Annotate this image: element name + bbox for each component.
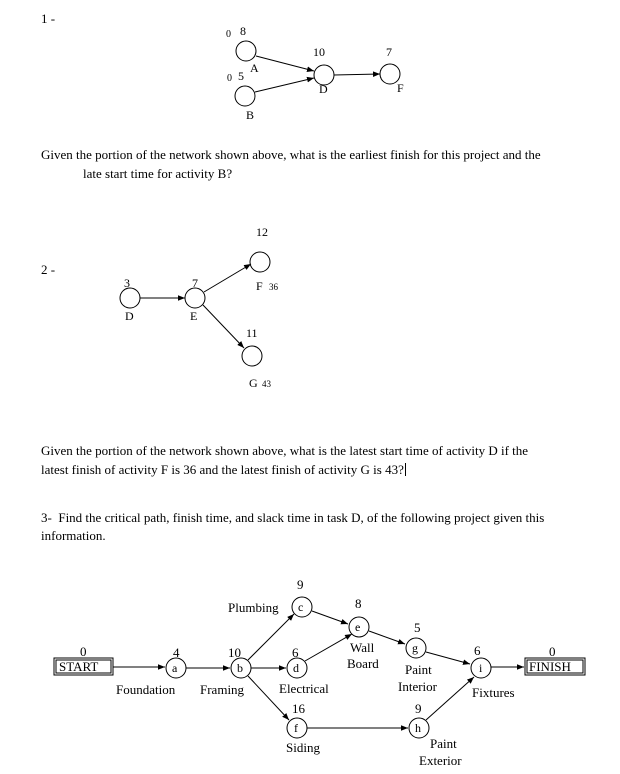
- q3-a-id: a: [172, 661, 178, 675]
- q3-f-name: Siding: [286, 740, 320, 755]
- q3-c-id: c: [298, 600, 304, 614]
- q3-finish-label: FINISH: [529, 659, 571, 674]
- q3-i-duration: 6: [474, 643, 481, 658]
- q3-arrow-b-c: [248, 614, 294, 660]
- q1-f-duration: 7: [386, 45, 392, 59]
- q2-g-label: G: [249, 376, 258, 390]
- q1-arrow-b-d: [255, 78, 314, 92]
- q3-c-duration: 9: [297, 577, 304, 592]
- q1-node-a: [236, 41, 256, 61]
- q1-d-label: D: [319, 82, 328, 96]
- q3-b-duration: 10: [228, 645, 241, 660]
- q2-g-lf: 43: [262, 379, 271, 389]
- q3-b-id: b: [237, 661, 243, 675]
- q3-d-duration: 6: [292, 645, 299, 660]
- q3-f-duration: 16: [292, 701, 305, 716]
- q2-f-lf: 36: [269, 282, 278, 292]
- q2-node-e: [185, 288, 205, 308]
- q2-arrow-e-g: [203, 305, 244, 348]
- q1-arrow-d-f: [334, 74, 380, 75]
- question-1-number: 1 -: [41, 11, 56, 26]
- q3-arrow-g-i: [426, 652, 470, 664]
- question-3-number: 3-: [41, 510, 52, 525]
- q1-d-duration: 10: [313, 45, 325, 59]
- q3-arrow-d-e: [305, 634, 352, 661]
- q1-a-label: A: [250, 61, 259, 75]
- q2-arrow-e-f: [204, 264, 251, 292]
- q1-b-duration: 5: [238, 69, 244, 83]
- q2-node-d: [120, 288, 140, 308]
- q3-network: [54, 577, 585, 768]
- q3-start-label: START: [59, 659, 99, 674]
- q3-finish-duration: 0: [549, 644, 556, 659]
- q1-question-line-1: Given the portion of the network shown above, what is the earliest finish for this project and the: [41, 147, 541, 162]
- q1-f-label: F: [397, 81, 404, 95]
- q2-question-line-1: Given the portion of the network shown above, what is the latest start time of activity D if the: [41, 443, 529, 458]
- q3-arrow-e-g: [369, 631, 405, 644]
- q3-g-duration: 5: [414, 620, 421, 635]
- q1-a-duration: 8: [240, 24, 246, 38]
- question-2-number: 2 -: [41, 262, 56, 277]
- q2-question-line-2: latest finish of activity F is 36 and the latest finish of activity G is 43?: [41, 462, 404, 477]
- q3-question-line-1: 3- Find the critical path, finish time, and slack time in task D, of the following project given this: [41, 510, 545, 525]
- q3-e-name-1: Wall: [350, 640, 375, 655]
- q3-i-id: i: [479, 661, 483, 675]
- q2-d-duration: 3: [124, 276, 130, 290]
- q3-e-duration: 8: [355, 596, 362, 611]
- q3-g-name-1: Paint: [405, 662, 432, 677]
- q3-a-duration: 4: [173, 645, 180, 660]
- q1-arrow-a-d: [256, 56, 314, 71]
- q3-a-name: Foundation: [116, 682, 176, 697]
- q3-question-line-2: information.: [41, 528, 106, 543]
- q3-h-id: h: [415, 721, 421, 735]
- q1-question-line-2: late start time for activity B?: [83, 166, 233, 181]
- q2-network: [120, 225, 279, 390]
- q1-b-es: 0: [227, 73, 232, 84]
- q3-c-name: Plumbing: [228, 600, 279, 615]
- q3-e-name-2: Board: [347, 656, 379, 671]
- q3-arrow-c-e: [312, 611, 348, 624]
- q2-node-g: [242, 346, 262, 366]
- q1-a-es: 0: [226, 29, 231, 40]
- text-cursor: [405, 463, 406, 476]
- q3-f-id: f: [294, 721, 298, 735]
- q3-g-name-2: Interior: [398, 679, 437, 694]
- q2-e-label: E: [190, 309, 198, 323]
- q3-h-duration: 9: [415, 701, 422, 716]
- q3-e-id: e: [355, 620, 361, 634]
- q3-d-id: d: [293, 661, 299, 675]
- q3-i-name: Fixtures: [472, 685, 515, 700]
- q2-g-duration: 11: [246, 326, 258, 340]
- q2-e-duration: 7: [192, 276, 198, 290]
- q3-b-name: Framing: [200, 682, 245, 697]
- q1-network: [226, 24, 404, 122]
- q3-g-id: g: [412, 641, 418, 655]
- q3-start-duration: 0: [80, 644, 87, 659]
- q3-h-name-1: Paint: [430, 736, 457, 751]
- q2-f-label: F: [256, 279, 263, 293]
- q2-d-label: D: [125, 309, 134, 323]
- q1-b-label: B: [246, 108, 255, 122]
- q3-d-name: Electrical: [279, 681, 329, 696]
- q2-node-f: [250, 252, 270, 272]
- q3-h-name-2: Exterior: [419, 753, 462, 768]
- q2-f-duration: 12: [256, 225, 268, 239]
- q1-node-b: [235, 86, 255, 106]
